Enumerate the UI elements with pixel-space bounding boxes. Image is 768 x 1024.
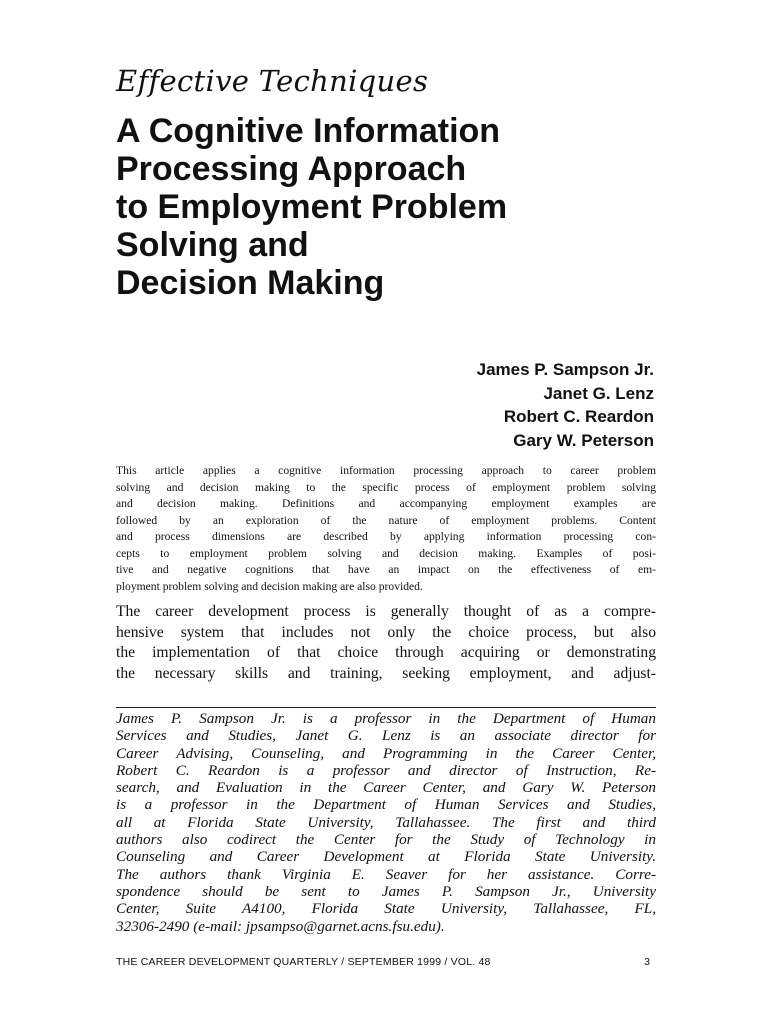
footnote-line: Services and Studies, Janet G. Lenz is an associate director for [116, 727, 656, 745]
abstract-line: This article applies a cognitive information processing approach to career problem [116, 464, 656, 477]
footnote-line: Career Advising, Counseling, and Programming in the Career Center, [116, 744, 656, 762]
body-line: hensive system that includes not only the choice process, but also [116, 623, 656, 641]
footnote-line: The authors thank Virginia E. Seaver for her assistance. Corre- [116, 865, 656, 883]
footnote-line: is a professor in the Department of Human Services and Studies, [116, 796, 656, 814]
footnote-line: Robert C. Reardon is a professor and director of Instruction, Re- [116, 761, 656, 779]
abstract [116, 463, 656, 595]
abstract-line: ployment problem solving and decision making are also provided. [116, 579, 423, 593]
body-line: the necessary skills and training, seeking employment, and adjust- [116, 664, 656, 682]
page-number: 3 [644, 956, 650, 968]
footnote-line: Counseling and Career Development at Florida State University. [116, 848, 656, 866]
footnote-divider [116, 707, 656, 708]
author-name: Janet G. Lenz [543, 383, 654, 403]
journal-footer: THE CAREER DEVELOPMENT QUARTERLY / SEPTEMBER 1999 / VOL. 48 [116, 956, 491, 968]
footnote-line: 32306-2490 (e-mail: jpsampso@garnet.acns.fsu.edu). [116, 917, 445, 935]
article-title [116, 112, 676, 302]
section-label: Effective Techniques [116, 64, 429, 98]
title-line: Decision Making [116, 264, 385, 302]
author-name: James P. Sampson Jr. [476, 360, 654, 379]
title-line: to Employment Problem [116, 188, 508, 226]
author-name: Robert C. Reardon [503, 407, 654, 426]
abstract-line: and process dimensions are described by applying information processing con- [116, 530, 656, 543]
author-list [477, 358, 654, 452]
abstract-line: solving and decision making to the specific process of employment problem solving [116, 480, 656, 494]
title-line: A Cognitive Information [116, 112, 501, 150]
abstract-line: cepts to employment problem solving and decision making. Examples of posi- [116, 546, 656, 560]
abstract-line: and decision making. Definitions and accompanying employment examples are [116, 497, 656, 510]
footnote-line: spondence should be sent to James P. Sampson Jr., University [116, 882, 656, 900]
footnote-line: James P. Sampson Jr. is a professor in the Department of Human [116, 710, 656, 727]
author-footnote [116, 710, 656, 935]
footnote-line: all at Florida State University, Tallahassee. The first and third [116, 813, 656, 831]
footnote-line: search, and Evaluation in the Career Center, and Gary W. Peterson [116, 779, 656, 797]
footnote-line: Center, Suite A4100, Florida State University, Tallahassee, FL, [116, 900, 656, 918]
title-line: Solving and [116, 226, 309, 264]
body-paragraph [116, 602, 656, 684]
body-line: The career development process is generally thought of as a compre- [116, 603, 656, 620]
abstract-line: tive and negative cognitions that have an impact on the effectiveness of em- [116, 563, 656, 576]
author-name: Gary W. Peterson [513, 430, 654, 450]
body-line: the implementation of that choice through acquiring or demonstrating [116, 644, 656, 661]
abstract-line: followed by an exploration of the nature of employment problems. Content [116, 513, 656, 527]
title-line: Processing Approach [116, 150, 467, 188]
footnote-line: authors also codirect the Center for the Study of Technology in [116, 831, 656, 849]
